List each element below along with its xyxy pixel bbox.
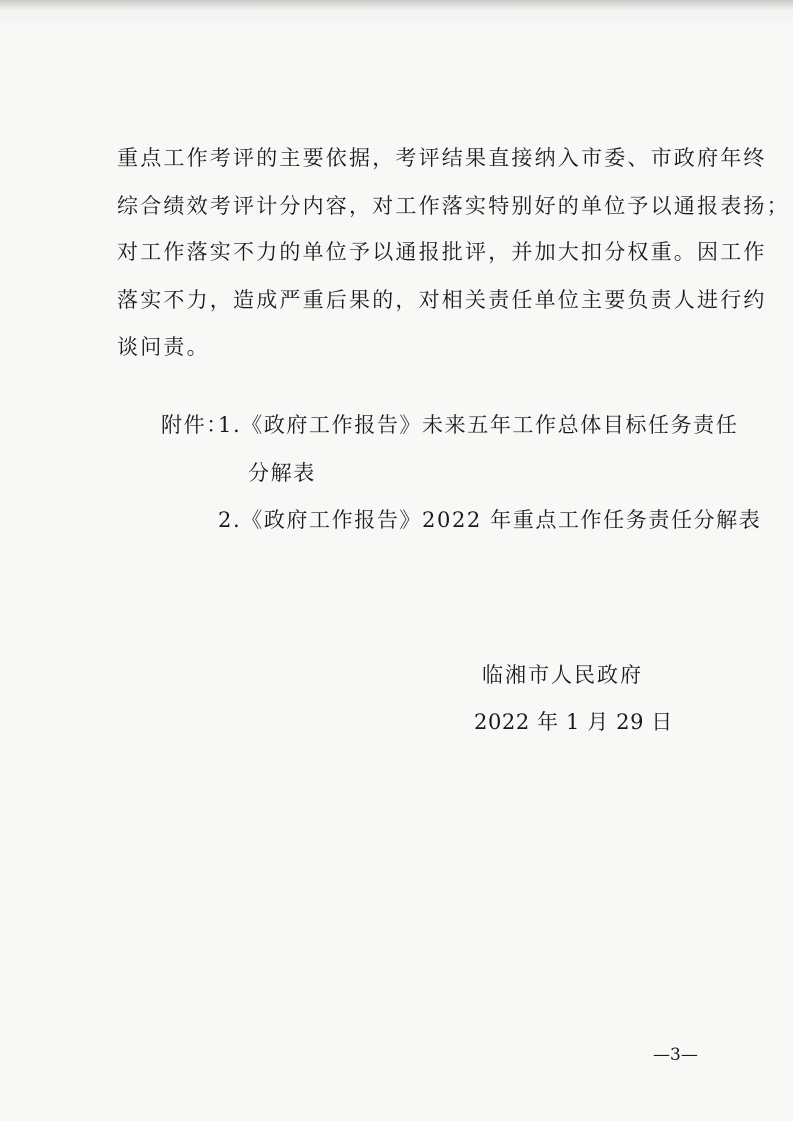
attachment-item-1-continued: 分解表	[248, 461, 316, 485]
page-number: —3—	[653, 1045, 698, 1065]
attachment-item-2: 2.《政府工作报告》2022 年重点工作任务责任分解表	[218, 508, 762, 532]
body-line-3: 对工作落实不力的单位予以通报批评，并加大扣分权重。因工作	[117, 240, 767, 264]
issuing-organization: 临湘市人民政府	[482, 663, 643, 687]
attachment-item-1: 1.《政府工作报告》未来五年工作总体目标任务责任	[218, 413, 739, 437]
body-line-2: 综合绩效考评计分内容，对工作落实特别好的单位予以通报表扬；	[117, 194, 790, 218]
attachments-label: 附件：	[161, 413, 229, 437]
body-line-1: 重点工作考评的主要依据，考评结果直接纳入市委、市政府年终	[117, 146, 767, 170]
body-line-5: 谈问责。	[117, 335, 210, 359]
scan-edge-shadow	[0, 0, 793, 10]
body-line-4: 落实不力，造成严重后果的，对相关责任单位主要负责人进行约	[117, 288, 767, 312]
issue-date: 2022 年 1 月 29 日	[474, 710, 673, 734]
